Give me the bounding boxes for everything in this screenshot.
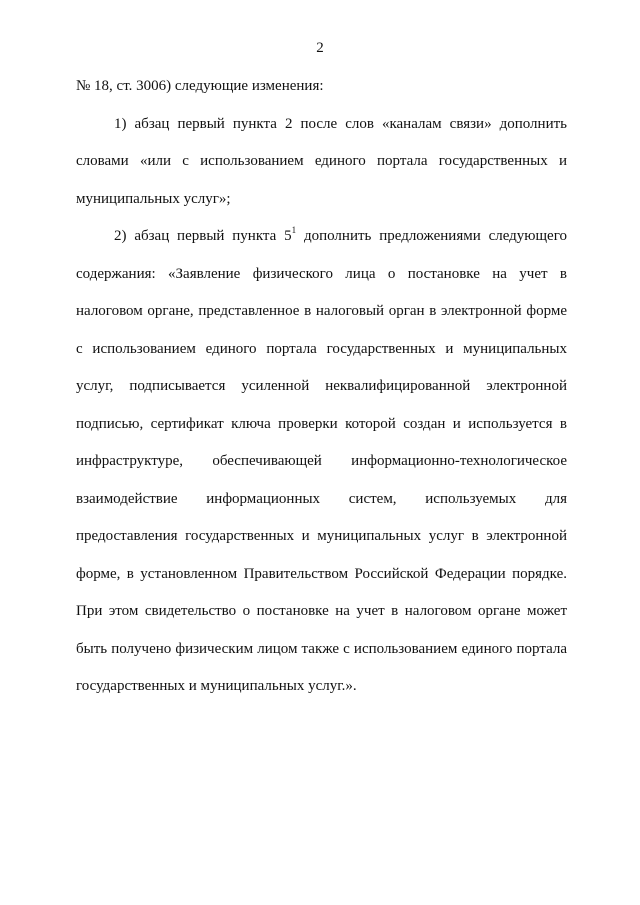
paragraph-item-2-rest: дополнить предложениями следующего содержания: «Заявление физического лица о постановке на учет в налоговом органе, представленное в налоговый орган в электронной форме с использованием единого портала государственных и муниципальных услуг, подписывается усиленной неквалифицированной электронной подписью, сертификат ключа проверки которой создан и используется в инфраструктуре, обеспечивающей информационно-технологическое взаимодействие информационных систем, используемых для предоставления государственных и муниципальных услуг в электронной форме, в установленном Правительством Российской Федерации порядке. При этом свидетельство о постановке на учет в налоговом органе может быть получено физическим лицом также с использованием единого портала государственных и муниципальных услуг.».: [76, 228, 567, 694]
paragraph-item-2-superscript: 1: [291, 225, 297, 235]
paragraph-item-2-start: 2) абзац первый пункта 5: [114, 228, 292, 244]
paragraph-item-1: 1) абзац первый пункта 2 после слов «каналам связи» дополнить словами «или с использованием единого портала государственных и муниципальных услуг»;: [76, 115, 567, 207]
page-number: 2: [316, 40, 324, 56]
paragraph-item-2: [76, 218, 567, 706]
document-body: [76, 68, 567, 706]
paragraph-intro: № 18, ст. 3006) следующие изменения:: [76, 78, 324, 94]
